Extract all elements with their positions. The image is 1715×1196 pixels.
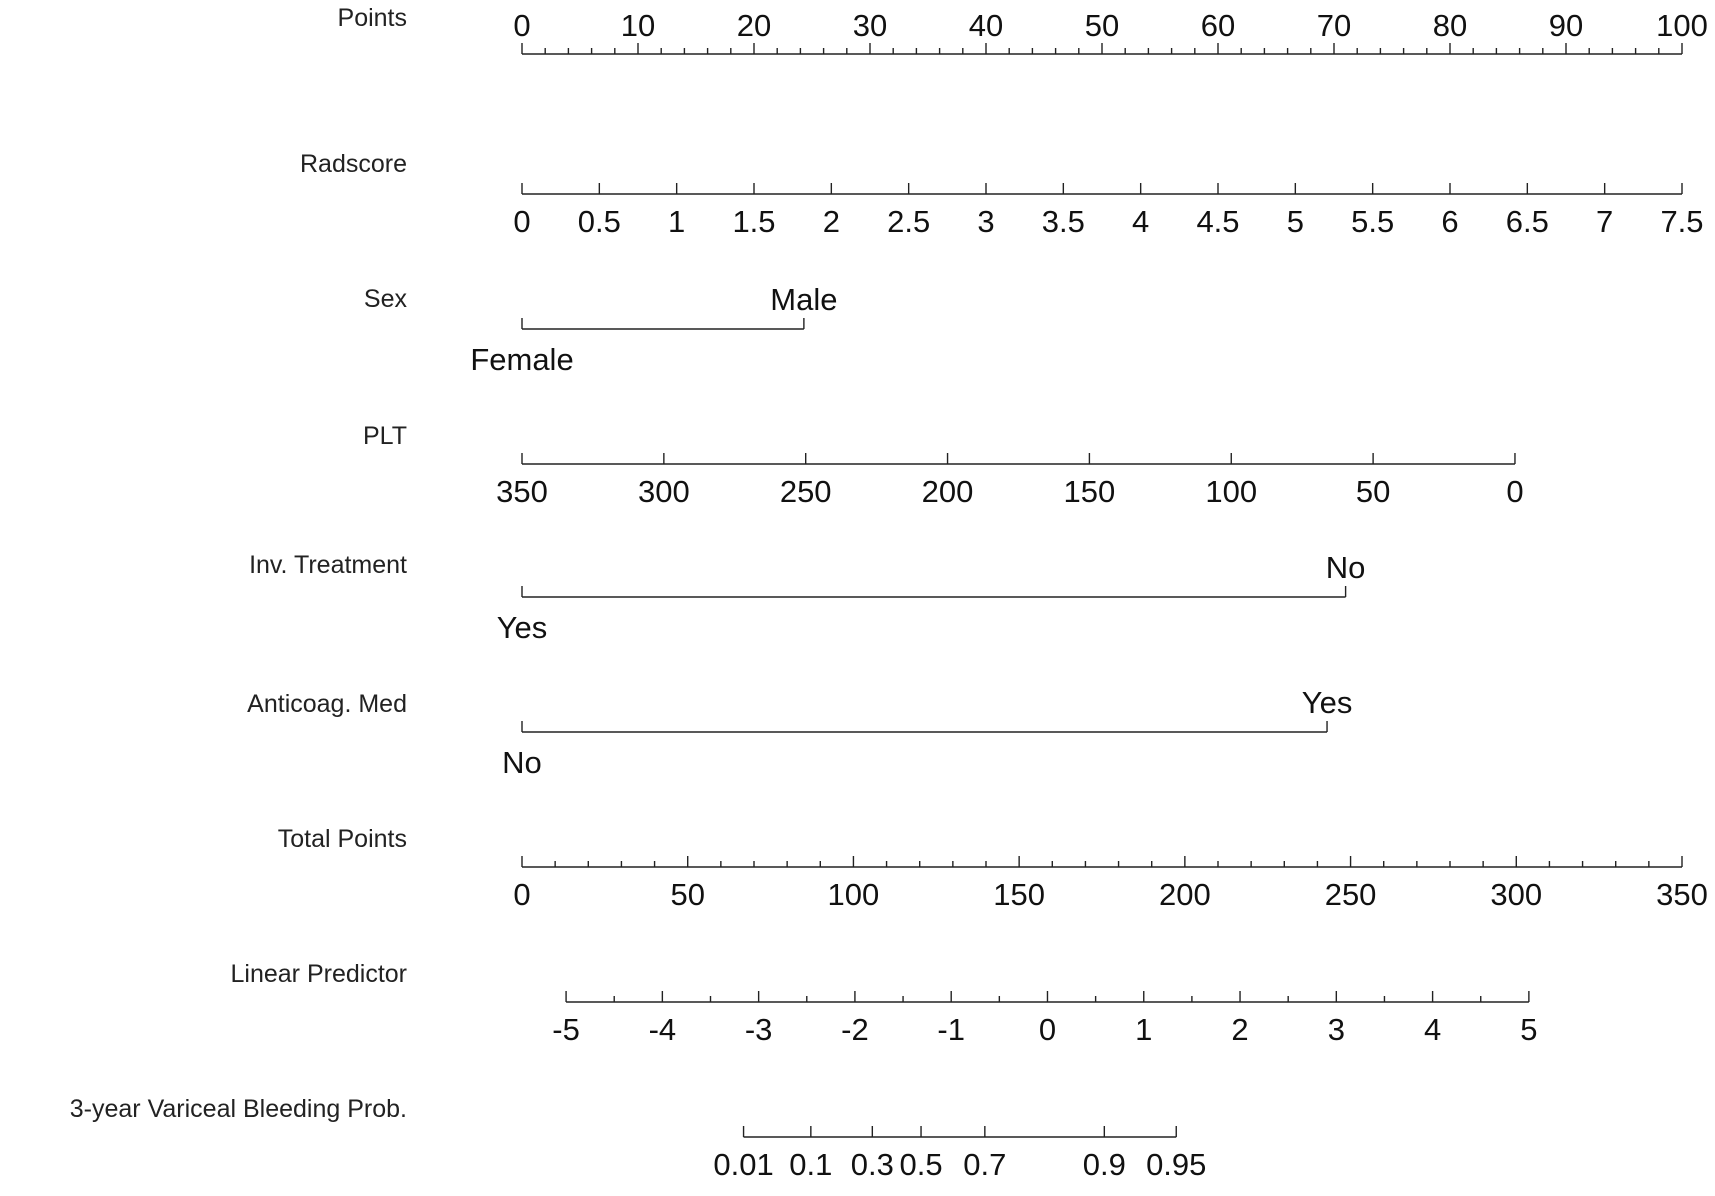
row-label-anticoag_med: Anticoag. Med: [247, 690, 407, 718]
tick-label-linear_predictor: 1: [1135, 1012, 1153, 1047]
tick-label-linear_predictor: -3: [744, 1012, 773, 1047]
tick-label-total_points: 100: [827, 877, 880, 912]
tick-label-points: 50: [1084, 8, 1120, 43]
tick-label-radscore: 7.5: [1660, 204, 1704, 239]
tick-label-radscore: 3.5: [1041, 204, 1085, 239]
tick-label-plt: 200: [921, 474, 974, 509]
level-label-sex: Female: [470, 342, 574, 377]
tick-label-linear_predictor: 3: [1327, 1012, 1345, 1047]
tick-label-radscore: 4: [1132, 204, 1150, 239]
tick-label-linear_predictor: 0: [1038, 1012, 1057, 1047]
level-label-sex: Male: [770, 282, 838, 317]
tick-label-plt: 100: [1205, 474, 1258, 509]
tick-label-plt: 350: [496, 474, 548, 509]
tick-label-radscore: 0.5: [577, 204, 621, 239]
tick-label-linear_predictor: 4: [1423, 1012, 1442, 1047]
level-label-inv_treatment: Yes: [496, 610, 548, 645]
tick-label-total_points: 150: [993, 877, 1046, 912]
tick-label-total_points: 200: [1158, 877, 1211, 912]
row-label-points: Points: [337, 4, 407, 32]
tick-label-probability: 0.5: [899, 1147, 943, 1182]
tick-label-radscore: 6: [1441, 204, 1459, 239]
tick-label-total_points: 50: [670, 877, 705, 912]
row-label-sex: Sex: [363, 285, 407, 313]
tick-label-radscore: 1: [668, 204, 686, 239]
tick-label-radscore: 5.5: [1351, 204, 1395, 239]
row-label-total_points: Total Points: [277, 825, 407, 853]
tick-label-points: 40: [968, 8, 1004, 43]
row-label-probability: 3-year Variceal Bleeding Prob.: [69, 1095, 407, 1123]
tick-label-plt: 150: [1063, 474, 1116, 509]
tick-label-plt: 250: [779, 474, 832, 509]
tick-label-points: 60: [1200, 8, 1236, 43]
tick-label-radscore: 1.5: [732, 204, 776, 239]
tick-label-points: 10: [620, 8, 656, 43]
level-label-inv_treatment: No: [1325, 550, 1366, 585]
tick-label-plt: 50: [1355, 474, 1391, 509]
tick-label-points: 90: [1548, 8, 1584, 43]
tick-label-points: 0: [513, 8, 531, 43]
tick-label-linear_predictor: 5: [1520, 1012, 1538, 1047]
tick-label-total_points: 0: [513, 877, 531, 912]
tick-label-probability: 0.1: [789, 1147, 833, 1182]
row-label-plt: PLT: [363, 422, 407, 450]
tick-label-points: 30: [852, 8, 888, 43]
tick-label-linear_predictor: 2: [1231, 1012, 1249, 1047]
row-label-radscore: Radscore: [300, 150, 407, 178]
tick-label-radscore: 6.5: [1505, 204, 1549, 239]
tick-label-linear_predictor: -5: [552, 1012, 580, 1047]
tick-label-probability: 0.9: [1082, 1147, 1126, 1182]
tick-label-plt: 300: [637, 474, 690, 509]
tick-label-radscore: 2: [822, 204, 840, 239]
tick-label-linear_predictor: -2: [841, 1012, 869, 1047]
tick-label-radscore: 5: [1286, 204, 1304, 239]
tick-label-points: 20: [736, 8, 772, 43]
level-label-anticoag_med: No: [502, 745, 542, 780]
row-label-inv_treatment: Inv. Treatment: [249, 551, 407, 579]
tick-label-plt: 0: [1506, 474, 1524, 509]
tick-label-points: 100: [1656, 8, 1708, 43]
tick-label-linear_predictor: -1: [937, 1012, 965, 1047]
tick-label-radscore: 3: [977, 204, 995, 239]
tick-label-points: 80: [1432, 8, 1468, 43]
tick-label-probability: 0.3: [850, 1147, 894, 1182]
tick-label-probability: 0.01: [713, 1147, 774, 1182]
level-label-anticoag_med: Yes: [1301, 685, 1353, 720]
tick-label-radscore: 0: [513, 204, 531, 239]
tick-label-linear_predictor: -4: [648, 1012, 677, 1047]
tick-label-probability: 0.95: [1146, 1147, 1207, 1182]
tick-label-total_points: 300: [1490, 877, 1543, 912]
tick-label-radscore: 2.5: [887, 204, 931, 239]
tick-label-total_points: 250: [1324, 877, 1377, 912]
tick-label-total_points: 350: [1656, 877, 1708, 912]
tick-label-points: 70: [1316, 8, 1352, 43]
tick-label-radscore: 7: [1596, 204, 1614, 239]
row-label-linear_predictor: Linear Predictor: [230, 960, 407, 988]
tick-label-radscore: 4.5: [1196, 204, 1240, 239]
tick-label-probability: 0.7: [963, 1147, 1007, 1182]
